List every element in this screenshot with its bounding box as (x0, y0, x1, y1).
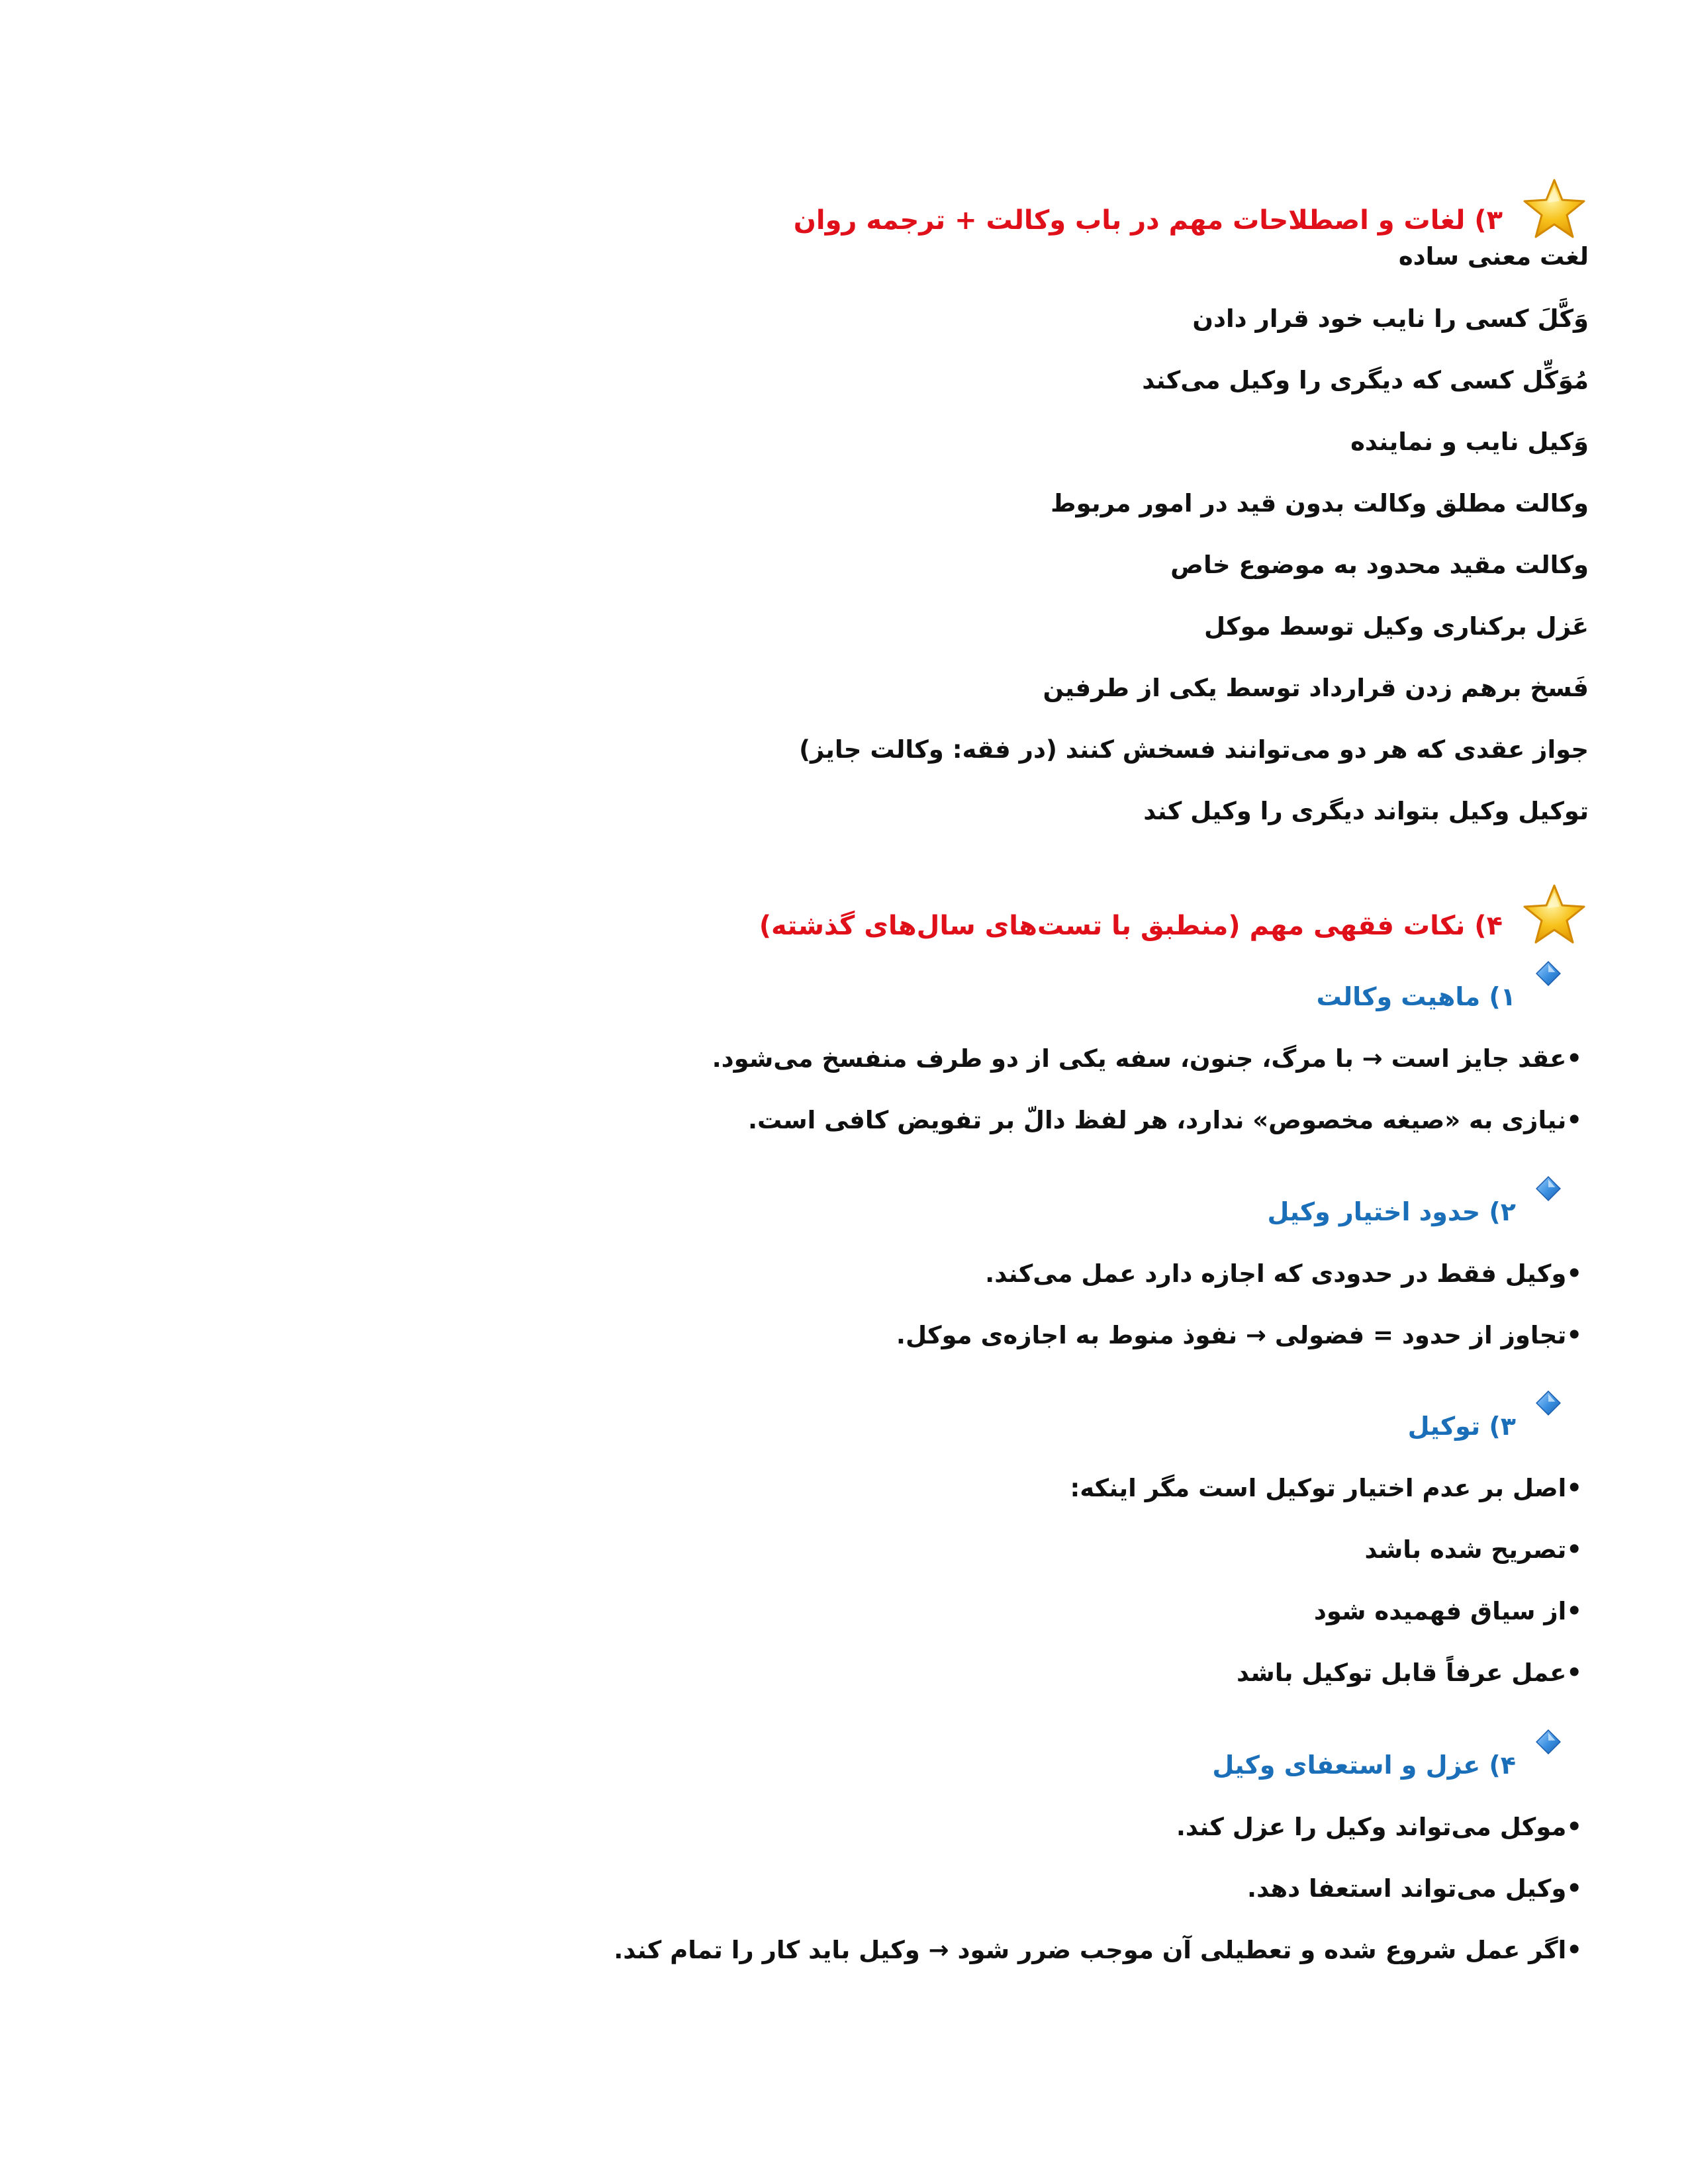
diamond-bullet-icon (1534, 1175, 1562, 1203)
term-row: وَکیل نایب و نماینده (1350, 428, 1589, 456)
section-4-heading (66, 883, 1589, 946)
bullet-point: •اصل بر عدم اختیار توکیل است مگر اینکه: (1070, 1474, 1582, 1502)
bullet-point: •وکیل فقط در حدودی که اجازه دارد عمل می‌کند. (985, 1259, 1582, 1288)
star-icon (1520, 883, 1589, 946)
subsection-title: ۴) عزل و استعفای وکیل (1212, 1751, 1516, 1780)
term-row: جواز عقدی که هر دو می‌توانند فسخش کنند (در فقه: وکالت جایز) (799, 735, 1589, 764)
term-row: توکیل وکیل بتواند دیگری را وکیل کند (1143, 797, 1589, 825)
bullet-point: •عمل عرفاً قابل توکیل باشد (1236, 1659, 1582, 1687)
bullet-point: •عقد جایز است → با مرگ، جنون، سفه یکی از دو طرف منفسخ می‌شود. (712, 1044, 1582, 1073)
subsection-heading (66, 1197, 1516, 1226)
term-row: مُوَکِّل کسی که دیگری را وکیل می‌کند (1142, 366, 1589, 394)
section-4-title: ۴) نکات فقهی مهم (منطبق با تست‌های سال‌های گذشته) (759, 911, 1503, 941)
subsection-title: ۳) توکیل (1407, 1412, 1516, 1441)
diamond-bullet-icon (1534, 1728, 1562, 1756)
subsection-heading (66, 1751, 1516, 1780)
bullet-point: •نیازی به «صیغه مخصوص» ندارد، هر لفظ دالّ بر تفویض کافی است. (747, 1106, 1582, 1134)
term-row: وکالت مطلق وکالت بدون قید در امور مربوط (1051, 489, 1589, 518)
section-3-heading (66, 177, 1589, 241)
subsection-title: ۱) ماهیت وکالت (1316, 982, 1516, 1011)
star-icon (1520, 177, 1589, 241)
term-row: وَکَّلَ کسی را نایب خود قرار دادن (1192, 304, 1589, 333)
section-3-title: ۳) لغات و اصطلاحات مهم در باب وکالت + ترجمه روان (793, 205, 1503, 236)
diamond-bullet-icon (1534, 1389, 1562, 1417)
diamond-bullet-icon (1534, 960, 1562, 987)
bullet-point: •وکیل می‌تواند استعفا دهد. (1247, 1874, 1582, 1903)
bullet-point: •از سیاق فهمیده شود (1313, 1597, 1582, 1625)
term-row-header: لغت معنی ساده (1398, 242, 1589, 271)
subsection-heading (66, 1412, 1516, 1441)
bullet-point: •تجاوز از حدود = فضولی → نفوذ منوط به اجازه‌ی موکل. (896, 1321, 1582, 1349)
term-row: عَزل برکناری وکیل توسط موکل (1204, 612, 1589, 641)
bullet-point: •تصریح شده باشد (1364, 1535, 1582, 1564)
bullet-point: •موکل می‌تواند وکیل را عزل کند. (1176, 1813, 1582, 1841)
subsection-heading (66, 982, 1516, 1011)
bullet-point: •اگر عمل شروع شده و تعطیلی آن موجب ضرر شود → وکیل باید کار را تمام کند. (614, 1936, 1582, 1964)
term-row: وکالت مقید محدود به موضوع خاص (1170, 551, 1589, 579)
term-row: فَسخ برهم زدن قرارداد توسط یکی از طرفین (1043, 674, 1589, 702)
subsection-title: ۲) حدود اختیار وکیل (1267, 1197, 1516, 1226)
